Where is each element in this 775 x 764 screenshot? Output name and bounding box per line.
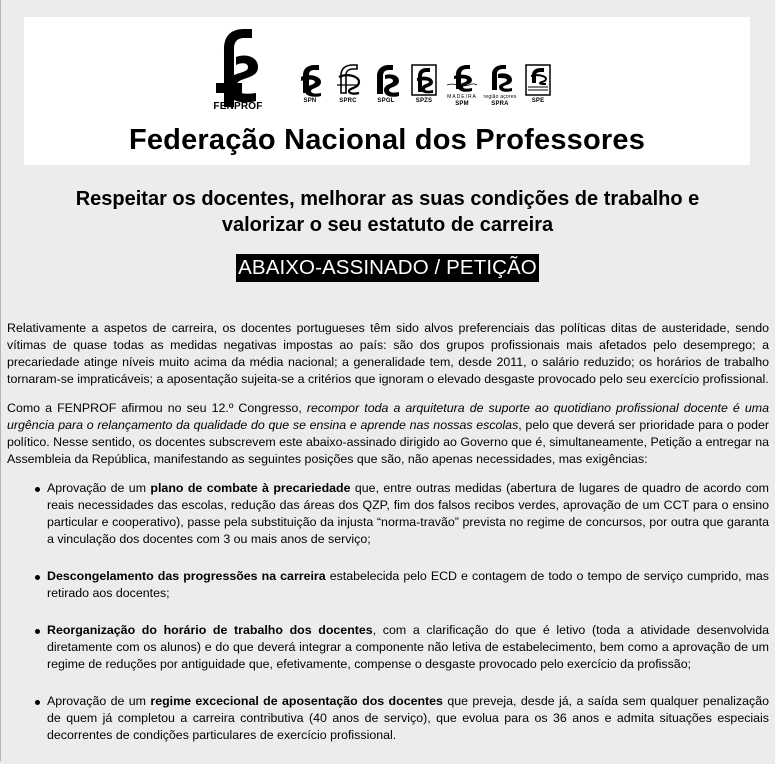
demand-text: que, entre outras medidas (abertura de lugares de quadro de acordo com reais necessidades das escolas, redução das áreas dos QZP, fim dos falsos recibos verdes, aprovação de um CCT para o ensino particular e cooperativo), passe pela substituição da injusta “norma-travão” prevista no regime de concursos, por outra que garanta a vinculação dos docentes com 3 ou mais anos de serviço; [47,481,770,546]
union-logo-spgl [368,63,404,113]
bullet-icon [35,575,40,580]
demand-text: Aprovação de um [47,481,151,495]
union-logo-spzs [406,63,442,113]
fenprof-logo-label: FENPROF [213,101,263,112]
union-logo-spm [444,63,480,113]
spzs-logo-icon [409,63,439,97]
demand-emphasis: plano de combate à precariedade [150,481,351,495]
union-label: SPZS [415,98,433,104]
union-logo-sprc [330,63,366,113]
union-logo-spra [482,63,518,113]
union-label: SPRA [491,101,509,107]
spra-logo-icon [485,63,515,93]
list-item [47,480,769,548]
demand-text: estabelecida pelo ECD e contagem de todo o tempo de serviço cumprido, mas retirado aos docentes; [47,569,769,600]
petition-banner [0,254,775,282]
union-label: SPRC [339,98,357,104]
union-logo-spe [520,63,556,113]
bullet-icon [35,700,40,705]
petition-label: ABAIXO-ASSINADO / PETIÇÃO [236,254,539,282]
union-sublabel: MADEIRA [447,94,477,100]
spm-logo-icon [447,63,477,93]
demand-emphasis: regime excecional de aposentação dos docentes [150,694,443,708]
fenprof-logo-icon [206,23,266,113]
union-label: SPN [303,98,317,104]
petition-body [7,320,769,764]
spn-logo-icon [295,63,325,97]
congress-text-end: , pelo que deverá ser prioridade para o poder político. Nesse sentido, os docentes subscrevem este abaixo-assinado dirigido ao Governo que é, simultaneamente, Petição a entregar na Assembleia da República, manifestando as seguintes posições que são, não apenas necessidades, mas exigências: [7,418,769,466]
headline-line-2: valorizar o seu estatuto de carreira [221,214,554,236]
headline-line-1: Respeitar os docentes, melhorar as suas condições de trabalho e [75,188,700,210]
banner-title: Federação Nacional dos Professores [128,124,646,156]
headline [0,186,775,238]
intro-paragraph: Relativamente a aspetos de carreira, os docentes portugueses têm sido alvos preferenciais das políticas ditas de austeridade, sendo vítimas de quase todas as medidas negativas impostas ao país: são dos grupos profissionais mais afetados pelo desemprego; a precariedade atinge níveis muito acima da média nacional; a generalidade tem, desde 2011, o salário reduzido; os horários de trabalho tornaram-se impraticáveis; a aposentação sujeita-se a critérios que ignoram o elevado desgaste provocado pelo seu exercício profissional. [7,321,769,386]
union-label: SPM [455,101,469,107]
union-label: SPGL [377,98,395,104]
demand-text: Aprovação de um [47,694,151,708]
union-sublabel: região açores [483,94,517,100]
congress-paragraph [7,400,769,468]
demand-text: , com a clarificação do que é letivo (toda a atividade desenvolvida diretamente com os alunos) e do que deverá integrar a componente não letiva de estabelecimento, bem como a aprovação de um regime de reduções por antiguidade que, efetivamente, compense o desgaste provocado pelo exercício da profissão; [47,623,769,671]
demands-list [7,480,769,744]
demand-text: que preveja, desde já, a saída sem qualquer penalização de quem já completou a carreira contributiva (40 anos de serviço), que evolua para os 36 anos e admita situações especiais decorrentes de condições particulares de exercício profissional. [47,694,769,742]
union-logos [292,63,562,113]
list-item [47,568,769,602]
list-item [47,693,769,744]
demand-emphasis: Descongelamento das progressões na carreira [47,569,326,583]
header-banner [24,17,750,165]
congress-quote: recompor toda a arquitetura de suporte ao quotidiano profissional docente é uma urgência para o relançamento da qualidade do que se ensina e aprende nas nossas escolas [7,401,769,432]
union-label: SPE [531,98,545,104]
list-item [47,622,769,673]
bullet-icon [35,629,40,634]
spgl-logo-icon [371,63,401,97]
sprc-logo-icon [333,63,363,97]
spe-logo-icon [523,63,553,97]
union-logo-spn [292,63,328,113]
bullet-icon [35,487,40,492]
congress-text-start: Como a FENPROF afirmou no seu 12.º Congresso, [7,401,307,415]
demand-emphasis: Reorganização do horário de trabalho dos docentes [47,623,373,637]
